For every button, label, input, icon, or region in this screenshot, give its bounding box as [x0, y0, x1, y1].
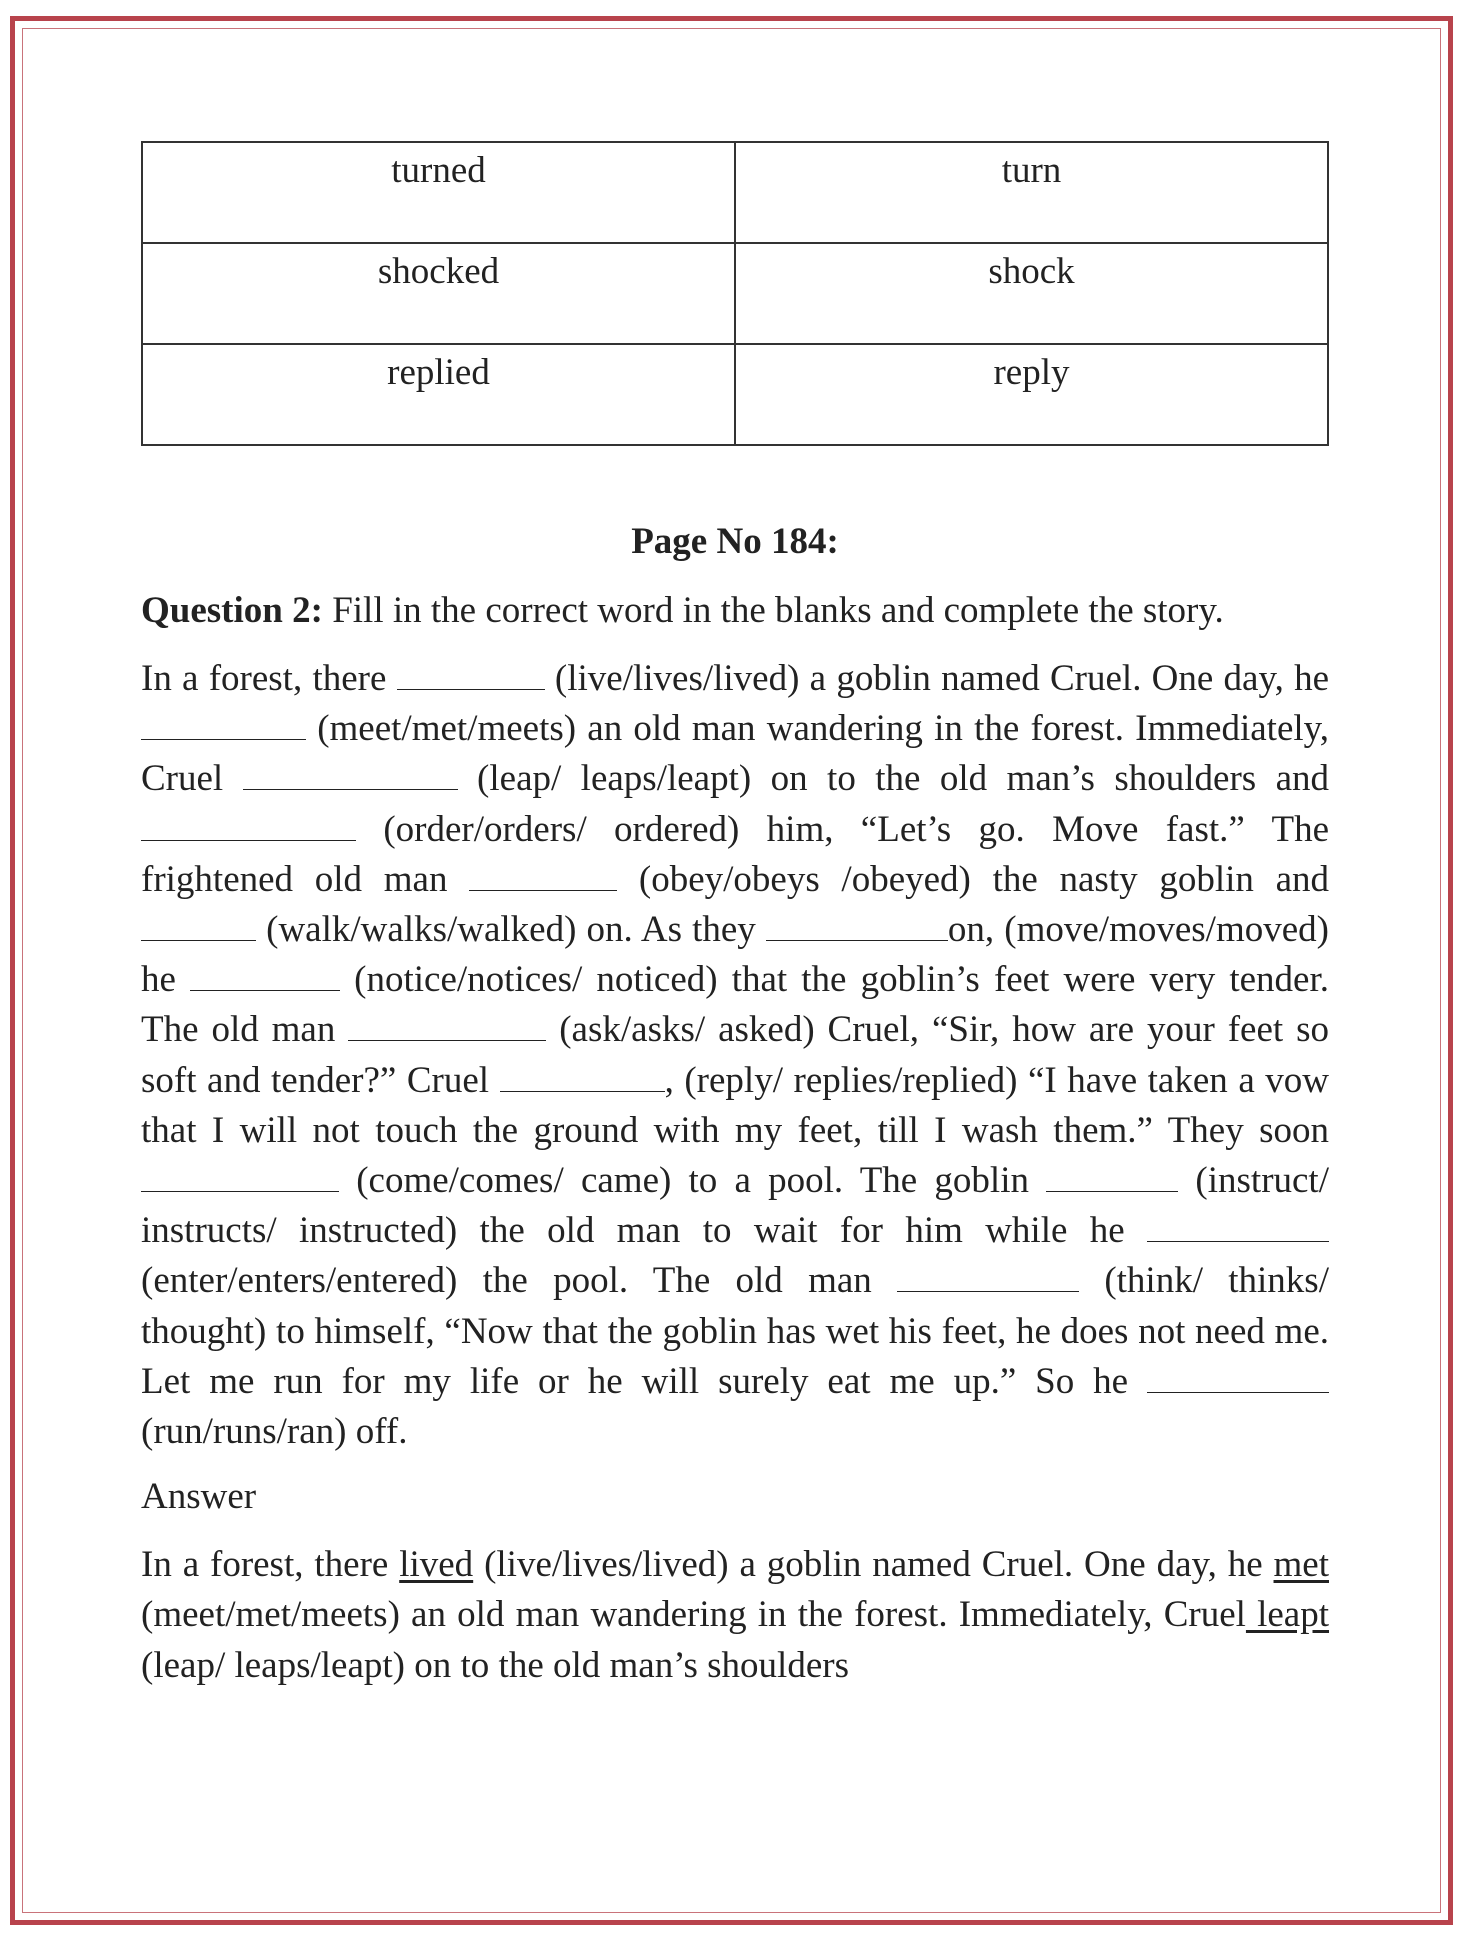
story-text: In a forest, there — [141, 658, 397, 699]
answer-text: (live/lives/lived) a goblin named Cruel. One day, he — [473, 1544, 1274, 1586]
blank-line — [766, 910, 948, 941]
verb-table — [141, 141, 1329, 446]
blank-line — [1046, 1161, 1178, 1192]
story-text: on, (move/moves/moved) he — [141, 909, 1329, 1001]
answer-text: (leap/ leaps/leapt) on to the old man’s shoulders — [141, 1644, 849, 1686]
blank-line — [141, 910, 256, 941]
blank-line — [141, 810, 356, 841]
answer-word: lived — [399, 1544, 474, 1586]
story-text: (live/lives/lived) a goblin named Cruel. One day, he — [544, 658, 1329, 699]
story-text: (meet/met/meets) an old man wandering in the forest. Immediately, Cruel — [141, 708, 1329, 800]
question-prompt — [141, 589, 1329, 632]
story-text: (leap/ leaps/leapt) on to the old man’s shoulders and — [457, 758, 1330, 800]
story-text: (ask/asks/ asked) Cruel, “Sir, how are your feet so soft and tender?” Cruel — [141, 1009, 1329, 1101]
story-text: (notice/notices/ noticed) that the goblin’s feet were very tender. The old man — [141, 959, 1329, 1051]
blank-line — [1147, 1211, 1329, 1242]
blank-line — [897, 1261, 1079, 1292]
story-text: (think/ thinks/ thought) to himself, “Now that the goblin has wet his feet, he does not need me. Let me run for my life or he will surely eat me up.” So he — [141, 1260, 1329, 1402]
blank-line — [190, 960, 340, 991]
blank-line — [141, 1161, 339, 1192]
question-text: Fill in the correct word in the blanks and complete the story. — [322, 590, 1224, 631]
story-text: (order/orders/ ordered) him, “Let’s go. Move fast.” The frightened old man — [141, 808, 1329, 900]
table-row — [142, 243, 1328, 344]
question-label: Question 2: — [141, 590, 323, 631]
answer-word: met — [1273, 1544, 1329, 1586]
story-text: (come/comes/ came) to a pool. The goblin — [339, 1160, 1047, 1202]
blank-line — [1147, 1362, 1329, 1393]
answer-paragraph — [141, 1540, 1329, 1691]
table-cell: shock — [735, 243, 1328, 344]
blank-line — [469, 860, 617, 891]
blank-line — [500, 1061, 665, 1092]
table-cell: reply — [735, 344, 1328, 445]
table-cell: turn — [735, 142, 1328, 243]
answer-word: leapt — [1245, 1594, 1330, 1636]
table-cell: replied — [142, 344, 735, 445]
page-number-heading: Page No 184: — [631, 521, 839, 562]
answer-text: In a forest, there — [141, 1544, 400, 1586]
table-cell: turned — [142, 142, 735, 243]
story-text: (instruct/ instructs/ instructed) the old man to wait for him while he — [141, 1160, 1329, 1252]
blank-line — [348, 1010, 546, 1041]
story-paragraph — [141, 654, 1329, 1457]
table-row — [142, 142, 1328, 243]
table-row — [142, 344, 1328, 445]
story-text: , (reply/ replies/replied) “I have taken a vow that I will not touch the ground with my feet, till I wash them.” They soon — [141, 1059, 1329, 1151]
document-content — [141, 141, 1329, 1691]
blank-line — [397, 659, 545, 690]
answer-heading: Answer — [141, 1476, 257, 1518]
answer-text: (meet/met/meets) an old man wandering in the forest. Immediately, Cruel — [141, 1594, 1246, 1636]
story-text: (walk/walks/walked) on. As they — [256, 909, 766, 951]
story-text: (obey/obeys /obeyed) the nasty goblin and — [617, 858, 1330, 900]
story-text: (enter/enters/entered) the pool. The old man — [141, 1260, 898, 1302]
blank-line — [243, 759, 458, 790]
blank-line — [141, 709, 306, 740]
story-text: (run/runs/ran) off. — [141, 1411, 408, 1453]
table-cell: shocked — [142, 243, 735, 344]
